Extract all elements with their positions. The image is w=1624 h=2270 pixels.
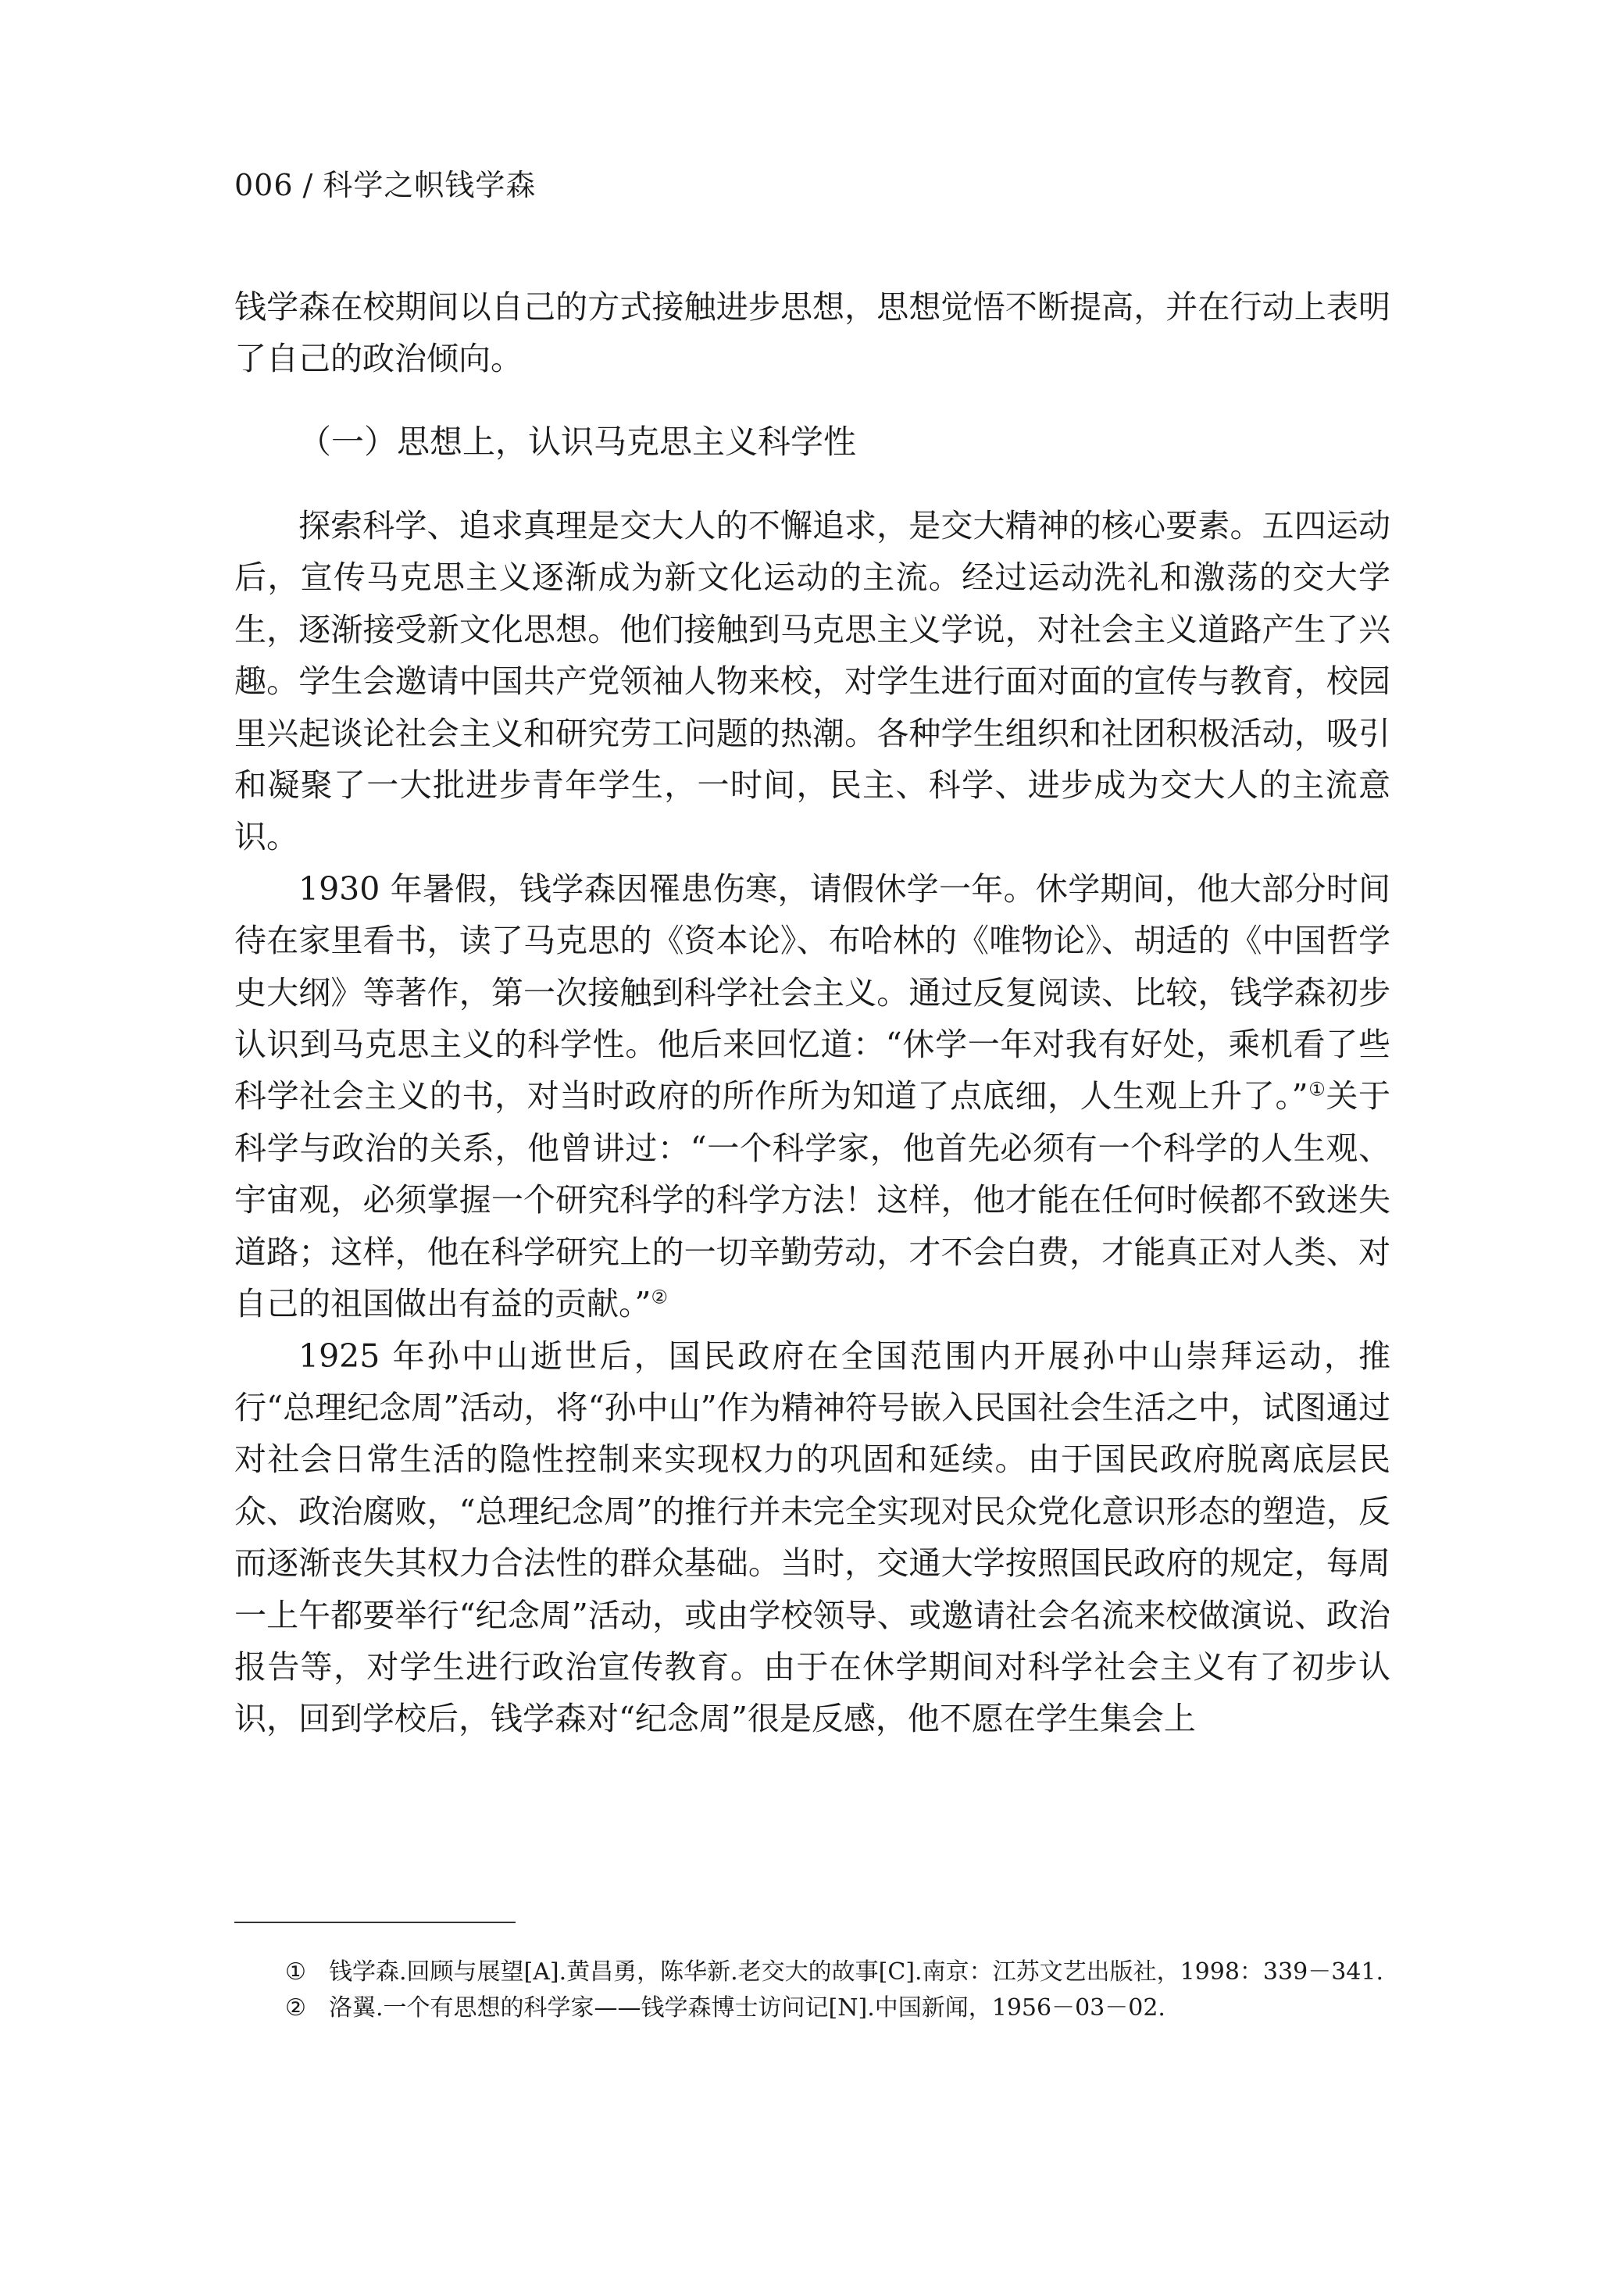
intro-block	[234, 281, 1390, 385]
paragraph-2	[234, 863, 1390, 1330]
running-header	[234, 166, 536, 205]
paragraph-2-part-b: 关于科学与政治的关系，他曾讲过：“一个科学家，他首先必须有一个科学的人生观、宇宙观，必须掌握一个研究科学的科学方法！这样，他才能在任何时候都不致迷失道路；这样，他在科学研究上的一切辛勤劳动，才不会白费，才能真正对人类、对自己的祖国做出有益的贡献。”	[234, 1077, 1390, 1323]
footnote-mark: ①	[285, 1958, 306, 1986]
footnote-text: 洛翼.一个有思想的科学家——钱学森博士访问记[N].中国新闻，1956－03－02.	[329, 1994, 1165, 2022]
paragraph-2-part-a: 1930 年暑假，钱学森因罹患伤寒，请假休学一年。休学期间，他大部分时间待在家里看书，读了马克思的《资本论》、布哈林的《唯物论》、胡适的《中国哲学史大纲》等著作，第一次接触到科学社会主义。通过反复阅读、比较，钱学森初步认识到马克思主义的科学性。他后来回忆道：“休学一年对我有好处，乘机看了些科学社会主义的书，对当时政府的所作所为知道了点底细，人生观上升了。”	[234, 869, 1390, 1115]
paragraph-1: 探索科学、追求真理是交大人的不懈追求，是交大精神的核心要素。五四运动后，宣传马克思主义逐渐成为新文化运动的主流。经过运动洗礼和激荡的交大学生，逐渐接受新文化思想。他们接触到马克思主义学说，对社会主义道路产生了兴趣。学生会邀请中国共产党领袖人物来校，对学生进行面对面的宣传与教育，校园里兴起谈论社会主义和研究劳工问题的热潮。各种学生组织和社团积极活动，吸引和凝聚了一大批进步青年学生，一时间，民主、科学、进步成为交大人的主流意识。	[234, 507, 1390, 856]
footnote-ref-2[interactable]: ②	[651, 1286, 668, 1308]
footnote-text: 钱学森.回顾与展望[A].黄昌勇，陈华新.老交大的故事[C].南京：江苏文艺出版社，1998：339－341.	[329, 1958, 1383, 1986]
footnote-2	[285, 1990, 1394, 2026]
section-heading: （一）思想上，认识马克思主义科学性	[298, 423, 857, 461]
page-number: 006	[234, 168, 294, 202]
main-body	[234, 500, 1390, 1745]
intro-paragraph: 钱学森在校期间以自己的方式接触进步思想，思想觉悟不断提高，并在行动上表明了自己的政治倾向。	[234, 288, 1390, 378]
footnotes	[285, 1954, 1394, 2026]
header-separator: /	[302, 168, 314, 202]
paragraph-3: 1925 年孙中山逝世后，国民政府在全国范围内开展孙中山崇拜运动，推行“总理纪念周”活动，将“孙中山”作为精神符号嵌入民国社会生活之中，试图通过对社会日常生活的隐性控制来实现权力的巩固和延续。由于国民政府脱离底层民众、政治腐败，“总理纪念周”的推行并未完全实现对民众党化意识形态的塑造，反而逐渐丧失其权力合法性的群众基础。当时，交通大学按照国民政府的规定，每周一上午都要举行“纪念周”活动，或由学校领导、或邀请社会名流来校做演说、政治报告等，对学生进行政治宣传教育。由于在休学期间对科学社会主义有了初步认识，回到学校后，钱学森对“纪念周”很是反感，他不愿在学生集会上	[234, 1337, 1390, 1738]
footnote-ref-1[interactable]: ①	[1308, 1078, 1326, 1101]
footnote-divider	[234, 1922, 516, 1923]
footnote-1	[285, 1954, 1394, 1990]
book-title: 科学之帜钱学森	[323, 168, 537, 202]
footnote-mark: ②	[285, 1994, 306, 2022]
